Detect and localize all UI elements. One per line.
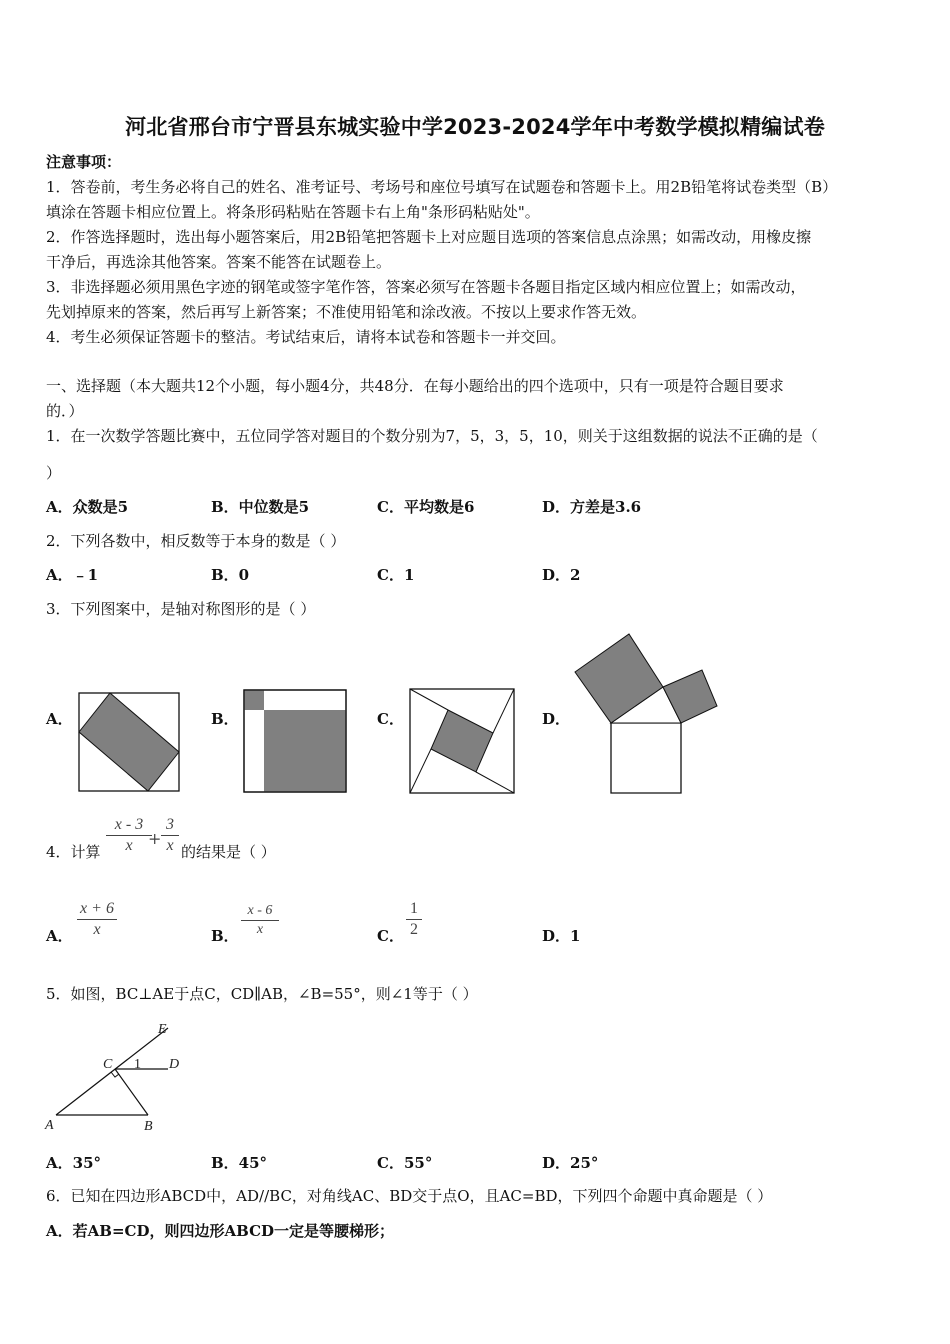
q4-frac2-den: x — [166, 837, 174, 854]
q5-label-C: C — [103, 1057, 113, 1072]
q4-label-b: B． — [211, 927, 239, 945]
q1-option-a: A．众数是5 — [46, 498, 129, 516]
q3-stem: 3．下列图案中，是轴对称图形的是（ ） — [46, 600, 316, 618]
notice-line: 4．考生必须保证答题卡的整洁。考试结束后，请将本试卷和答题卡一并交回。 — [46, 328, 566, 346]
q4-prefix: 4．计算 — [46, 843, 101, 861]
q4-option-b-fraction — [241, 903, 279, 938]
page-title: 河北省邢台市宁晋县东城实验中学2023-2024学年中考数学模拟精编试卷 — [125, 115, 825, 139]
section-heading-cont: 的．） — [46, 402, 84, 420]
q3-label-b: B． — [211, 710, 239, 728]
q4-optC-den: 2 — [410, 921, 418, 938]
q2-stem: 2．下列各数中，相反数等于本身的数是（ ） — [46, 532, 346, 550]
q3-label-a: A． — [46, 710, 73, 728]
notice-line: 2．作答选择题时，选出每小题答案后，用2B铅笔把答题卡上对应题目选项的答案信息点涂黑；如需改动，用橡皮擦 — [46, 228, 812, 246]
q4-option-a-fraction — [77, 900, 117, 939]
q4-frac2-num: 3 — [166, 816, 174, 833]
q4-optB-den: x — [256, 922, 264, 937]
q3-figure-b — [243, 689, 347, 793]
q4-option-d: D．1 — [542, 927, 581, 945]
notice-line: 1．答卷前，考生务必将自己的姓名、准考证号、考场号和座位号填写在试题卷和答题卡上。用2B铅笔将试卷类型（B） — [46, 178, 838, 196]
q1-stem: 1．在一次数学答题比赛中，五位同学答对题目的个数分别为7，5，3，5，10，则关于这组数据的说法不正确的是（ — [46, 427, 818, 445]
q5-option-d: D．25° — [542, 1154, 599, 1172]
notice-line: 干净后，再选涂其他答案。答案不能答在试题卷上。 — [46, 253, 392, 271]
q4-fraction-2 — [161, 816, 179, 855]
q5-label-A: A — [45, 1118, 54, 1133]
q5-option-a: A．35° — [46, 1154, 102, 1172]
q1-option-d: D．方差是3.6 — [542, 498, 642, 516]
q5-option-c: C．55° — [377, 1154, 433, 1172]
q2-option-a: A．﹣1 — [46, 566, 99, 584]
q4-option-c-fraction — [406, 900, 422, 939]
notice-line: 先划掉原来的答案，然后再写上新答案；不准使用铅笔和涂改液。不按以上要求作答无效。 — [46, 303, 647, 321]
q4-label-c: C． — [377, 927, 404, 945]
q6-stem: 6．已知在四边形ABCD中，AD//BC，对角线AC、BD交于点O，且AC=BD，下列四个命题中真命题是（ ） — [46, 1187, 773, 1205]
q5-label-E: E — [158, 1022, 167, 1037]
q3-figure-a — [78, 692, 180, 792]
q1-option-c: C．平均数是6 — [377, 498, 475, 516]
q1-stem-cont: ） — [46, 464, 62, 482]
q4-optA-den: x — [93, 921, 101, 938]
q3-label-d: D． — [542, 710, 571, 728]
q2-option-b: B．0 — [211, 566, 250, 584]
section-heading: 一、选择题（本大题共12个小题，每小题4分，共48分．在每小题给出的四个选项中，只有一项是符合题目要求 — [46, 377, 784, 395]
q5-label-D: D — [169, 1057, 180, 1072]
notice-line: 3．非选择题必须用黑色字迹的钢笔或签字笔作答，答案必须写在答题卡各题目指定区域内相应位置上；如需改动， — [46, 278, 806, 296]
q3-figure-c — [409, 688, 515, 794]
q3-figure-d — [574, 632, 724, 797]
q2-option-c: C．1 — [377, 566, 415, 584]
notice-heading: 注意事项： — [46, 153, 122, 171]
q3-label-c: C． — [377, 710, 404, 728]
q4-optA-num: x + 6 — [80, 900, 114, 917]
q4-plus: + — [148, 829, 162, 848]
q4-suffix: 的结果是（ ） — [181, 843, 276, 861]
q2-option-d: D．2 — [542, 566, 581, 584]
q4-optB-num: x - 6 — [247, 903, 273, 918]
q4-label-a: A． — [46, 927, 73, 945]
q5-option-b: B．45° — [211, 1154, 268, 1172]
q5-stem: 5．如图，BC⊥AE于点C，CD∥AB，∠B=55°，则∠1等于（ ） — [46, 985, 478, 1003]
q5-geometry-figure — [44, 1020, 194, 1135]
q5-label-B: B — [144, 1119, 153, 1134]
q4-optC-num: 1 — [410, 900, 418, 917]
q4-frac1-num: x - 3 — [114, 816, 144, 833]
q5-label-1: 1 — [134, 1057, 141, 1072]
q1-option-b: B．中位数是5 — [211, 498, 310, 516]
q4-frac1-den: x — [125, 837, 133, 854]
notice-line: 填涂在答题卡相应位置上。将条形码粘贴在答题卡右上角"条形码粘贴处"。 — [46, 203, 540, 221]
q6-option-a: A．若AB=CD，则四边形ABCD一定是等腰梯形； — [46, 1222, 395, 1240]
q4-fraction-1 — [106, 816, 152, 855]
